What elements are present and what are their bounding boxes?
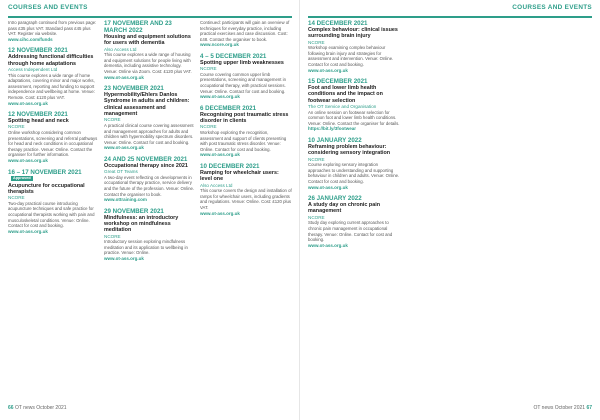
event-title: Housing and equipment solutions for users with dementia xyxy=(104,34,191,47)
left-footer xyxy=(8,405,67,411)
event-entry xyxy=(308,20,400,73)
event-organiser: Access Independent Ltd xyxy=(8,66,58,72)
event-entry xyxy=(200,20,292,48)
event-organiser: NCORE xyxy=(200,124,217,130)
event-description: Study day exploring current approaches to chronic pain management in occupational therapy. Venue: Online. Contact for cost and booking. xyxy=(308,220,393,243)
event-date-text: 14 DECEMBER 2021 xyxy=(308,20,368,27)
event-link[interactable]: www.ot-ass.org.uk xyxy=(308,184,348,190)
event-organiser: NCORE xyxy=(200,66,217,72)
event-entry xyxy=(308,137,400,190)
event-date-text: 6 DECEMBER 2021 xyxy=(200,104,257,112)
column-4 xyxy=(308,20,400,402)
event-organiser: NCORE xyxy=(308,214,325,220)
right-page-header xyxy=(308,4,592,18)
event-title: Foot and lower limb health conditions and the impact on footwear selection xyxy=(308,85,383,104)
event-entry xyxy=(200,53,292,100)
event-title: Spotting head and neck xyxy=(8,118,69,125)
event-date-text: 15 DECEMBER 2021 xyxy=(308,78,368,86)
event-link[interactable]: www.ot-ass.org.uk xyxy=(200,152,240,158)
event-organiser: NCORE xyxy=(308,39,325,45)
event-date xyxy=(8,169,100,183)
event-date-text: 23 NOVEMBER 2021 xyxy=(104,85,164,93)
event-date-text: 12 NOVEMBER 2021 xyxy=(8,111,68,119)
event-entry xyxy=(104,156,196,203)
event-date-text: 24 AND 25 NOVEMBER 2021 xyxy=(104,155,188,163)
event-organiser: NCORE xyxy=(104,233,121,239)
left-page-number: 66 xyxy=(8,405,14,411)
event-link[interactable]: www.cihc.com/funds xyxy=(8,36,53,42)
event-title: Occupational therapy since 2021 xyxy=(104,162,188,169)
event-organiser: The OT Service and Organisation xyxy=(308,104,377,110)
event-link[interactable]: www.ot-ass.org.uk xyxy=(104,74,144,80)
page-gutter xyxy=(299,0,300,420)
event-link[interactable]: www.ot-ass.org.uk xyxy=(200,210,240,216)
event-date-text: 29 NOVEMBER 2021 xyxy=(104,207,164,215)
right-footer xyxy=(533,405,592,411)
event-description: Intro paragraph continued from previous page: pass £35 plus VAT. Standard pass £45 plus VAT. Register via website. xyxy=(8,20,97,37)
event-link[interactable]: www.ot-ass.org.uk xyxy=(8,100,48,106)
event-title: Addressing functional difficulties through home adaptations xyxy=(8,54,94,67)
event-date-text: 16 – 17 NOVEMBER 2021 xyxy=(8,168,82,176)
event-date-text: 4 – 5 DECEMBER 2021 xyxy=(200,52,267,60)
event-description: This course explores a wide range of home adaptations, covering minor and major works, assessment, reporting and funding to support independence and wellbeing at home. Venue: Remote. Cost: £120 plus VAT. xyxy=(8,72,95,100)
event-entry xyxy=(308,78,400,132)
event-title: Spotting upper limb weaknesses xyxy=(200,59,284,66)
event-entry xyxy=(200,163,292,216)
column-5 xyxy=(404,20,496,402)
event-date xyxy=(104,20,196,34)
event-description: An online session on footwear selection for common foot and lower limb health conditions. Venue: Online. Contact the organiser for details. xyxy=(308,109,400,126)
event-link[interactable]: www.ot-ass.org.uk xyxy=(104,145,144,151)
left-section-label: COURSES AND EVENTS xyxy=(8,4,88,11)
event-description: Two-day practical course introducing acupuncture techniques and safe practice for occupational therapists working with pain and musculoskeletal conditions. Venue: Online. Contact for cost and booking. xyxy=(8,200,95,229)
event-description: Workshop examining complex behaviour following brain injury and strategies for assessment and intervention. Venue: Online. Contact for cost and booking. xyxy=(308,45,394,67)
event-entry xyxy=(104,85,196,151)
left-page-header xyxy=(8,4,292,18)
column-3 xyxy=(200,20,292,402)
event-entry xyxy=(8,47,100,106)
event-title: Mindfulness: an introductory workshop on mindfulness meditation xyxy=(104,214,179,234)
event-date xyxy=(308,195,400,202)
event-link[interactable]: www.ot-ass.org.uk xyxy=(104,256,144,262)
event-date-text: 26 JANUARY 2022 xyxy=(308,195,362,203)
event-link[interactable]: www.ot-ass.org.uk xyxy=(8,228,48,234)
event-date-text: 10 DECEMBER 2021 xyxy=(200,162,260,170)
event-entry xyxy=(104,20,196,80)
event-description: A practical clinical course covering assessment and management approaches for adults and children with hypermobility spectrum disorders. Venue: Online. Contact for cost and booking. xyxy=(104,122,194,145)
event-title: Ramping for wheelchair users: level one xyxy=(200,169,279,183)
event-organiser: NCORE xyxy=(8,195,25,201)
event-entry xyxy=(8,111,100,163)
column-2 xyxy=(104,20,196,402)
event-date-text: 17 NOVEMBER AND 23 MARCH 2022 xyxy=(104,20,172,34)
event-entry xyxy=(104,208,196,262)
event-date xyxy=(8,111,100,118)
event-description: Course covering common upper limb presentations, screening and management in occupational therapy, with practical sessions. Venue: Online. Contact for cost and booking. xyxy=(200,71,286,94)
event-organiser: NCORE xyxy=(308,156,325,162)
column-1 xyxy=(8,20,100,402)
event-date xyxy=(308,78,400,85)
event-entry xyxy=(308,195,400,248)
event-organiser: NCORE xyxy=(104,117,121,123)
event-link[interactable]: www.ottraining.com xyxy=(104,197,147,203)
event-description: Online workshop considering common presentations, screening and referral pathways for head and neck conditions in occupational therapy practice. Venue: Online. Contact the organiser for further information. xyxy=(8,130,98,158)
event-description: Introductory session exploring mindfulness meditation and its application to wellbeing in practice. Venue: Online. xyxy=(104,239,188,256)
event-link[interactable]: www.ot-ass.org.uk xyxy=(8,157,48,163)
event-description: This course explores a wide range of housing and equipment solutions for people living with dementia, including assistive technology. Venue: Online via Zoom. Cost: £120 plus VAT. xyxy=(104,52,192,74)
event-date xyxy=(200,53,292,60)
event-date xyxy=(104,208,196,215)
event-date xyxy=(8,47,100,54)
event-link[interactable]: www.ot-ass.org.uk xyxy=(308,67,348,73)
event-title: Recognising post traumatic stress disorder in clients xyxy=(200,111,289,125)
event-title: Reframing problem behaviour: considering sensory integration xyxy=(308,144,391,157)
event-date xyxy=(200,163,292,170)
event-organiser: Also Access Ltd xyxy=(200,182,233,188)
event-entry xyxy=(8,20,100,42)
right-footer-text: OT news October 2021 xyxy=(533,405,586,411)
event-description: This course covers the design and installation of ramps for wheelchair users, including gradients and regulations. Venue: Online. Cost: £120 plus VAT. xyxy=(200,188,292,210)
event-organiser: Great OT Teams xyxy=(104,169,138,175)
right-page-number: 67 xyxy=(586,405,592,411)
event-date-text: 12 NOVEMBER 2021 xyxy=(8,47,68,55)
event-date-text: 10 JANUARY 2022 xyxy=(308,137,362,145)
column-6 xyxy=(500,20,592,402)
event-description: Continued: participants will gain an overview of techniques for everyday practice, including practical exercises and case discussion. Cost: £48. Contact the organiser to book. xyxy=(200,20,290,42)
event-date xyxy=(104,85,196,92)
event-link[interactable]: www.ot-ass.org.uk xyxy=(200,94,240,100)
event-description: Workshop exploring the recognition, assessment and support of clients presenting with post traumatic stress disorder. Venue: Online. Contact for cost and booking. xyxy=(200,130,287,152)
event-description: Course exploring sensory integration approaches to understanding and supporting behaviour in children and adults. Venue: Online. Contact for cost and booking. xyxy=(308,162,400,184)
event-title: A study day on chronic pain management xyxy=(308,202,380,215)
event-description: A two-day event reflecting on developments in occupational therapy practice, service delivery and the future of the profession. Venue: Online. Contact the organiser to book. xyxy=(104,174,195,197)
event-title: Complex behaviour: clinical issues surrounding brain injury xyxy=(308,27,398,40)
event-title: Hypermobility/Ehlers Danlos Syndrome in adults and children: clinical assessment and management xyxy=(104,92,190,118)
event-title: Acupuncture for occupational therapists xyxy=(8,182,85,195)
event-link[interactable]: www.ot-ass.org.uk xyxy=(308,242,348,248)
event-organiser: Also Access Ltd xyxy=(104,46,137,52)
event-organiser: NCORE xyxy=(8,124,25,130)
event-entry xyxy=(8,169,100,235)
event-link[interactable]: www.ncore.org.uk xyxy=(200,42,239,48)
event-date xyxy=(308,20,400,27)
event-link[interactable]: https://bit.ly/3footwear xyxy=(308,126,357,132)
event-entry xyxy=(200,105,292,158)
left-footer-text: OT news October 2021 xyxy=(14,405,67,411)
event-date xyxy=(308,137,400,144)
right-section-label: COURSES AND EVENTS xyxy=(512,4,592,11)
event-date xyxy=(104,156,196,163)
approved-badge: Approved xyxy=(13,176,31,181)
event-date xyxy=(200,105,292,112)
